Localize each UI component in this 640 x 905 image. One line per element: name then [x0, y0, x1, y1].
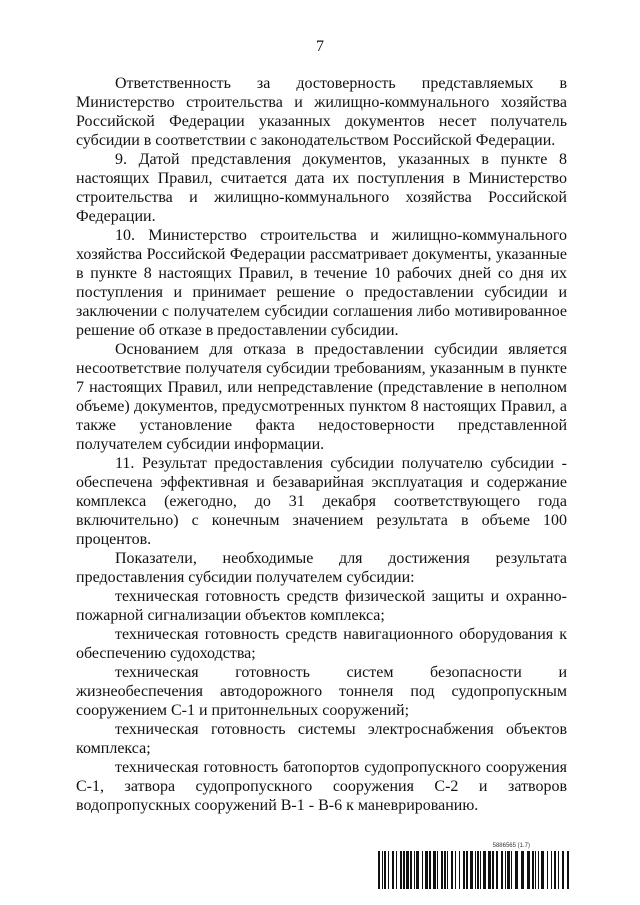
indicator-physical-protection: техническая готовность средств физической защиты и охранно-пожарной сигнализации объектов комплекса; — [76, 588, 567, 624]
barcode-bar — [567, 851, 569, 889]
barcode-bar — [433, 851, 436, 889]
page-number: 7 — [316, 38, 324, 55]
barcode-bar — [535, 851, 536, 889]
indicator-tunnel-safety: техническая готовность систем безопасности и жизнеобеспечения автодорожного тоннеля под судопропускным сооружением С-1 и притоннельных сооружений; — [76, 664, 567, 719]
barcode-bar — [463, 851, 465, 889]
barcode-bar — [475, 851, 476, 889]
indicator-power-supply: техническая готовность системы электроснабжения объектов комплекса; — [76, 721, 567, 757]
barcode-bar — [396, 851, 397, 889]
paragraph-item-11: 11. Результат предоставления субсидии получателю субсидии - обеспечена эффективная и безаварийная эксплуатация и содержание комплекса (ежегодно, до 31 декабря соответствующего года включительно) с конечным значением результата в объеме 100 процентов. — [76, 455, 567, 548]
barcode-bar — [403, 851, 405, 889]
barcode-bar — [466, 851, 468, 889]
barcode-bar — [406, 851, 409, 889]
barcode-label: 5886565 (1.7) — [492, 843, 530, 849]
paragraph-responsibility: Ответственность за достоверность представляемых в Министерство строительства и жилищно-коммунального хозяйства Российской Федерации указанных документов несет получатель субсидии в соответствии с законодательством Российской Федерации. — [76, 75, 567, 149]
barcode-block — [378, 843, 570, 889]
barcode-bar — [451, 851, 453, 889]
barcode-bar — [507, 851, 510, 889]
barcode-bar — [384, 851, 386, 889]
barcode-bar — [444, 851, 446, 889]
barcode-bar — [558, 851, 559, 889]
barcode-bar — [527, 851, 530, 889]
barcode-bar — [441, 851, 443, 889]
barcode-bar — [521, 851, 524, 889]
barcode-bar — [437, 851, 438, 889]
barcode-bar — [492, 851, 494, 889]
barcode-bar — [400, 851, 402, 889]
paragraph-item-9: 9. Датой представления документов, указанных в пункте 8 настоящих Правил, считается дата их поступления в Министерство строительства и жилищно-коммунального хозяйства Российской Федерации. — [76, 151, 567, 225]
barcode-bar — [459, 851, 460, 889]
barcode-bar — [505, 851, 506, 889]
barcode-bar — [538, 851, 539, 889]
indicator-gates-maneuvering: техническая готовность батопортов судопропускного сооружения С-1, затвора судопропускного сооружения С-2 и затворов водопропускных сооружений В-1 - В-6 к маневрированию. — [76, 759, 567, 814]
barcode-bar — [447, 851, 448, 889]
paragraph-refusal-grounds: Основанием для отказа в предоставлении субсидии является несоответствие получателя субсидии требованиям, указанным в пункте 7 настоящих Правил, или непредставление (представление в неполном объеме) документов, предусмотренных пунктом 8 настоящих Правил, а также установление факта недостоверности представленной получателем субсидии информации. — [76, 341, 567, 453]
barcode-bar — [425, 851, 428, 889]
barcode-bar — [541, 851, 544, 889]
paragraph-item-10: 10. Министерство строительства и жилищно-коммунального хозяйства Российской Федерации рассматривает документы, указанные в пункте 8 настоящих Правил, в течение 10 рабочих дней со дня их поступления и принимает решение о предоставлении субсидии и заключении с получателем субсидии соглашения либо мотивированное решение об отказе в предоставлении субсидии. — [76, 227, 567, 339]
barcode-bar — [496, 851, 498, 889]
barcode-bar — [554, 851, 556, 889]
barcode-bar — [480, 851, 481, 889]
barcode-bar — [455, 851, 456, 889]
barcode-image — [378, 851, 570, 889]
barcode-bar — [515, 851, 518, 889]
barcode-bar — [414, 851, 415, 889]
barcode-bar — [410, 851, 412, 889]
indicator-navigation-equipment: техническая готовность средств навигационного оборудования к обеспечению судоходства; — [76, 626, 567, 662]
barcode-bar — [501, 851, 503, 889]
document-body — [76, 74, 567, 815]
barcode-bar — [382, 851, 383, 889]
barcode-bar — [562, 851, 564, 889]
barcode-bar — [551, 851, 552, 889]
barcode-bar — [488, 851, 491, 889]
barcode-bar — [422, 851, 423, 889]
barcode-bar — [470, 851, 473, 889]
barcode-bar — [483, 851, 486, 889]
barcode-bar — [388, 851, 389, 889]
paragraph-indicators-intro: Показатели, необходимые для достижения результата предоставления субсидии получателем субсидии: — [76, 550, 567, 586]
barcode-bar — [429, 851, 431, 889]
barcode-bar — [378, 851, 380, 889]
barcode-bar — [392, 851, 394, 889]
barcode-bar — [416, 851, 419, 889]
barcode-bar — [547, 851, 548, 889]
barcode-bar — [477, 851, 479, 889]
barcode-bar — [511, 851, 512, 889]
barcode-bar — [532, 851, 534, 889]
